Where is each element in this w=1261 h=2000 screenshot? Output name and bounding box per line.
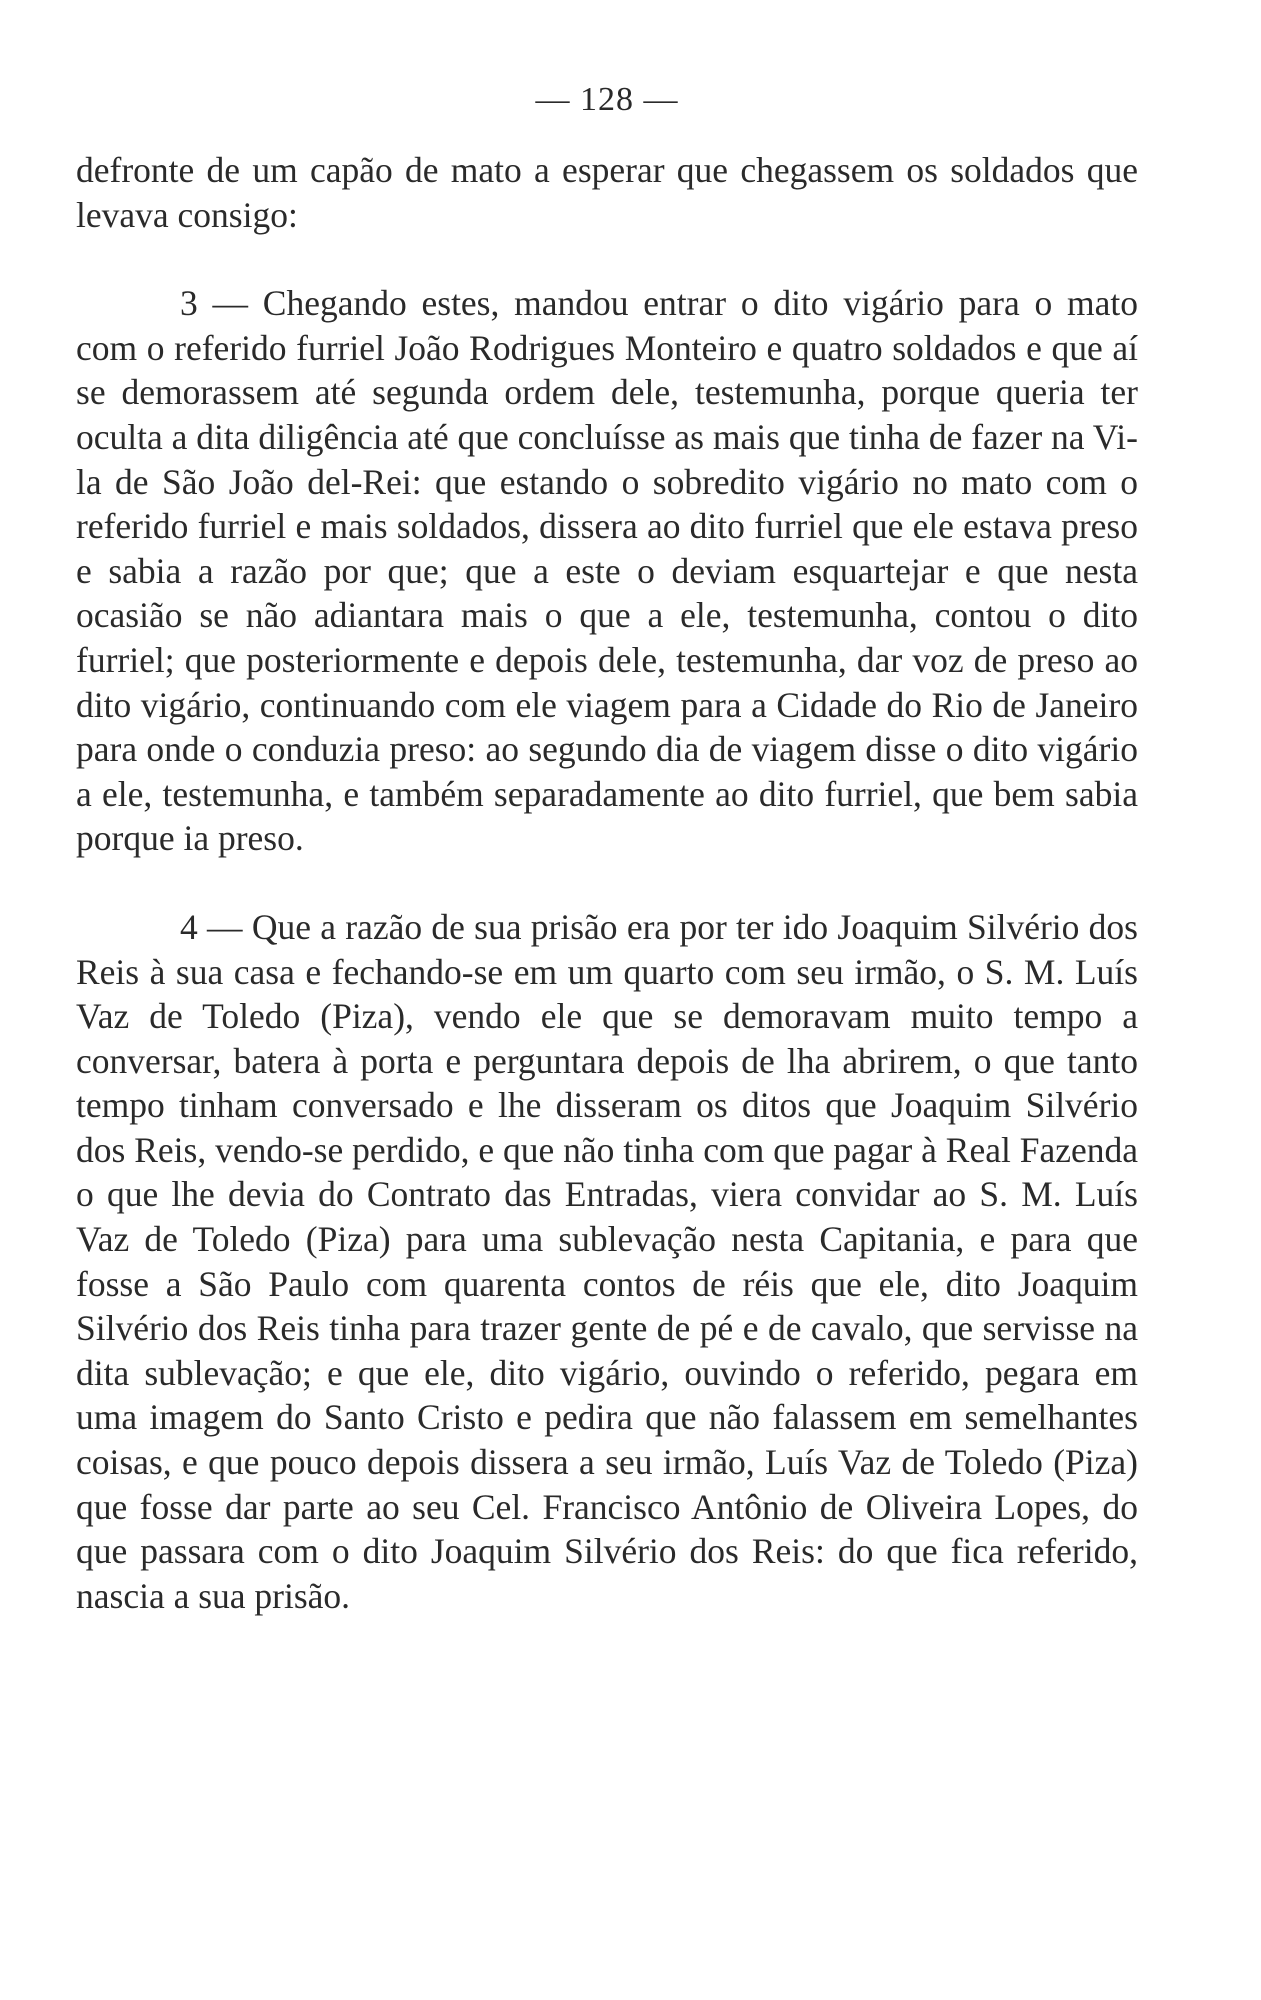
- page-number: — 128 —: [535, 81, 679, 118]
- paragraph-item-3: 3 — Chegando estes, mandou entrar o dito vigário para o mato com o referido furriel João Rodrigues Monteiro e quatro soldados e que aí se demorassem até segunda ordem dele, testemunha, porque queria ter oculta a dita diligência até que concluísse as mais que tinha de fazer na Vila de São João del-Rei: que estando o sobredito vigário no mato com o referido furriel e mais soldados, dissera ao dito furriel que ele estava preso e sabia a razão por que; que a este o deviam esquartejar e que nesta ocasião se não adiantara mais o que a ele, testemunha, contou o dito furriel; que posteriormente e depois dele, testemunha, dar voz de preso ao dito vigário, continuando com ele viagem para a Cidade do Rio de Janeiro para onde o conduzia preso: ao segundo dia de viagem disse o dito vigário a ele, testemunha, e também separadamente ao dito furriel, que bem sabia porque ia preso.: [76, 283, 1138, 859]
- paragraph-continuation: defronte de um capão de mato a esperar que chegassem os soldados que levava consigo:: [76, 150, 1138, 235]
- document-page: [76, 80, 1138, 1618]
- paragraph-item-4: 4 — Que a razão de sua prisão era por ter ido Joaquim Silvério dos Reis à sua casa e fechando-se em um quarto com seu irmão, o S. M. Luís Vaz de Toledo (Piza), vendo ele que se demoravam muito tempo a conversar, batera à porta e perguntara depois de lha abrirem, o que tanto tempo tinham conversado e lhe disseram os ditos que Joaquim Silvério dos Reis, vendo-se perdido, e que não tinha com que pagar à Real Fazenda o que lhe devia do Contrato das Entradas, viera convidar ao S. M. Luís Vaz de Toledo (Piza) para uma sublevação nesta Capitania, e para que fosse a São Paulo com quarenta contos de réis que ele, dito Joaquim Silvério dos Reis tinha para trazer gente de pé e de cavalo, que servisse na dita sublevação; e que ele, dito vigário, ouvindo o referido, pegara em uma imagem do Santo Cristo e pedira que não falassem em semelhantes coisas, e que pouco depois dissera a seu irmão, Luís Vaz de Toledo (Piza) que fosse dar parte ao seu Cel. Francisco Antônio de Oliveira Lopes, do que passara com o dito Joaquim Silvério dos Reis: do que fica referido, nascia a sua prisão.: [76, 906, 1138, 1616]
